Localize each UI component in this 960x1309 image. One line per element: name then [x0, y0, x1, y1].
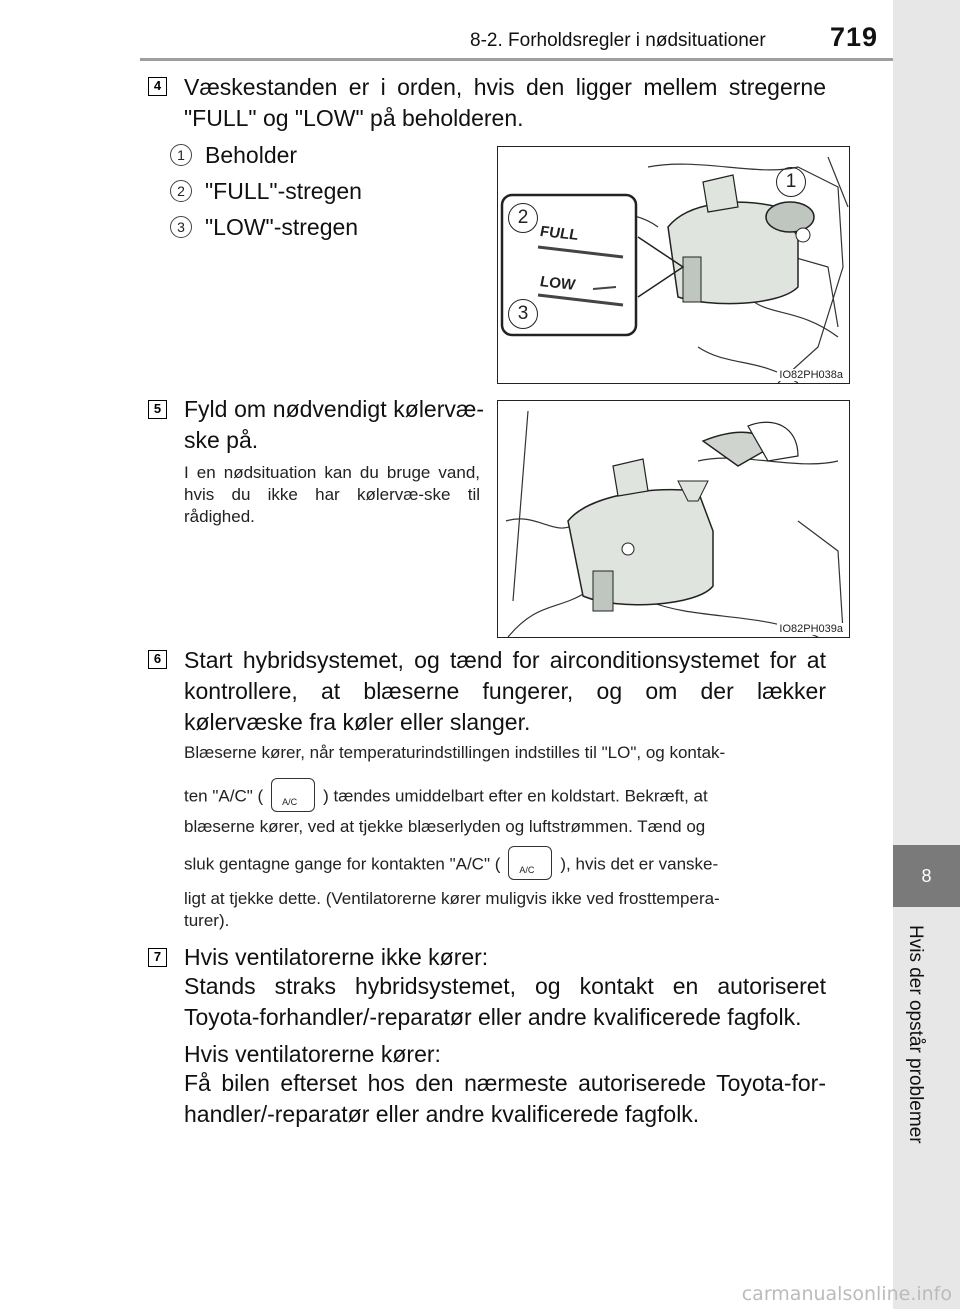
step-7-action-1: Stands straks hybridsystemet, og kontakt en autoriseret Toyota-forhandler/-reparatør eller andre kvalificerede fagfolk. — [184, 973, 826, 1030]
step-number-6: 6 — [148, 650, 167, 669]
full-marking: FULL — [540, 222, 579, 245]
callout-3: 3 — [508, 299, 538, 329]
step-number-7: 7 — [148, 948, 167, 967]
step-7-action-2: Få bilen efterset hos den nærmeste autoriserede Toyota-for-handler/-reparatør eller andre kvalificerede fagfolk. — [184, 1070, 826, 1127]
note-line-2-start: ten "A/C" ( — [184, 786, 264, 806]
note-line-4-start: sluk gentagne gange for kontakten "A/C" ( — [184, 854, 501, 874]
step-6-note-line-1: Blæserne kører, når temperaturindstillingen indstilles til "LO", og kontak- — [184, 743, 726, 762]
note-line-2-end: ) tændes umiddelbart efter en koldstart. Bekræft, at — [323, 786, 708, 806]
legend-label-1: Beholder — [205, 142, 298, 168]
step-7-condition-2: Hvis ventilatorerne kører: — [184, 1041, 441, 1067]
page-header — [0, 0, 893, 62]
legend-number-2: 2 — [170, 180, 192, 202]
step-5-note: I en nødsituation kan du bruge vand, hvis du ikke har kølervæ-ske til rådighed. — [184, 463, 480, 526]
chapter-title-text: Hvis der opstår problemer — [905, 925, 926, 1144]
note-line-4-end: ), hvis det er vanske- — [560, 854, 719, 874]
callout-1: 1 — [776, 167, 806, 197]
refill-coolant-drawing — [498, 401, 850, 638]
ac-button-label-2: A/C — [519, 865, 535, 875]
chapter-title — [893, 925, 960, 1175]
step-number-4: 4 — [148, 77, 167, 96]
watermark: carmanualsonline.info — [741, 1283, 952, 1305]
ac-button-icon-2 — [508, 846, 552, 880]
step-6-note-line-6: turer). — [184, 911, 230, 930]
legend-label-3: "LOW"-stregen — [205, 214, 359, 240]
ac-button-label: A/C — [282, 797, 298, 807]
reservoir-level-illustration — [497, 146, 850, 384]
figure-code-1: IO82PH038a — [779, 369, 843, 381]
step-6-note-line-3: blæserne kører, ved at tjekke blæserlyden og luftstrømmen. Tænd og — [184, 817, 706, 836]
step-6-note-line-4 — [184, 848, 826, 882]
low-marking: LOW — [540, 273, 575, 294]
legend-label-2: "FULL"-stregen — [205, 178, 362, 204]
step-4-text: Væskestanden er i orden, hvis den ligger mellem stregerne "FULL" og "LOW" på beholderen. — [184, 74, 826, 131]
step-7-condition-1: Hvis ventilatorerne ikke kører: — [184, 944, 489, 970]
section-title: 8-2. Forholdsregler i nødsituationer — [470, 30, 766, 51]
step-5-text: Fyld om nødvendigt kølervæ-ske på. — [184, 396, 484, 453]
page-number: 719 — [830, 22, 879, 52]
callout-2: 2 — [508, 203, 538, 233]
figure-code-2: IO82PH039a — [779, 623, 843, 635]
ac-button-icon — [271, 778, 315, 812]
header-divider — [140, 58, 893, 61]
chapter-sidebar — [893, 0, 960, 1309]
step-number-5: 5 — [148, 400, 167, 419]
chapter-number-tab: 8 — [893, 845, 960, 907]
legend-number-3: 3 — [170, 216, 192, 238]
step-6-note-line-5: ligt at tjekke dette. (Ventilatorerne kører muligvis ikke ved frosttempera- — [184, 889, 720, 908]
legend-number-1: 1 — [170, 144, 192, 166]
step-6-note-line-2 — [184, 780, 826, 814]
refill-coolant-illustration — [497, 400, 850, 638]
step-6-text: Start hybridsystemet, og tænd for airconditionsystemet for at kontrollere, at blæserne fungerer, og om der lækker kølervæske fra køler eller slanger. — [184, 647, 826, 735]
